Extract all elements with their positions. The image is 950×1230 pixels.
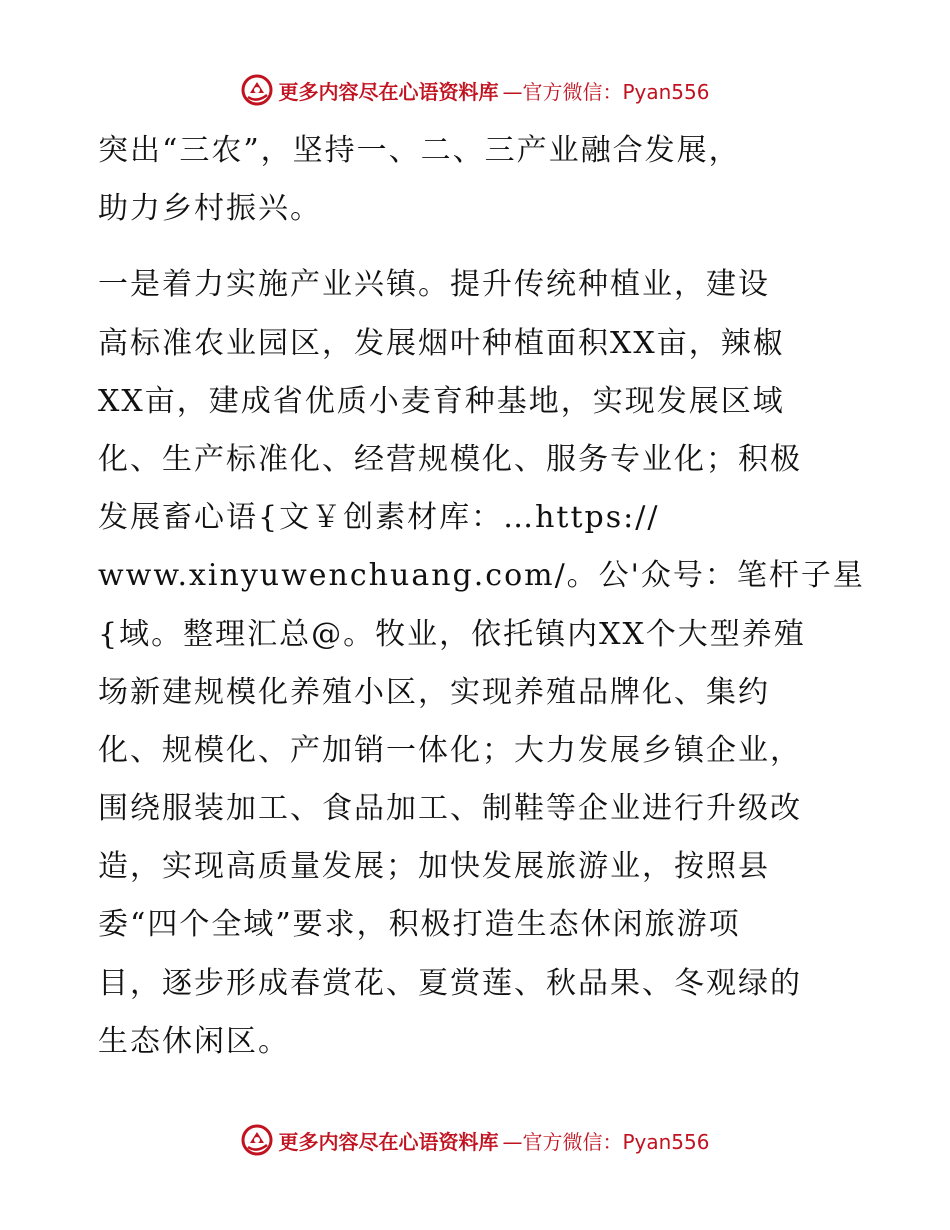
paragraph-line: 发展畜心语{文￥创素材库：…https:// <box>98 500 660 536</box>
paragraph-line: 助力乡村振兴。 <box>98 191 322 227</box>
paragraph-2 <box>98 256 865 1071</box>
paragraph-line: 委“四个全域”要求，积极打造生态休闲旅游项 <box>98 907 741 943</box>
paragraph-line: 一是着力实施产业兴镇。提升传统种植业，建设 <box>98 267 770 303</box>
footer-contact-text: —官方微信：Pyan556 <box>502 1129 710 1154</box>
header-banner <box>0 70 950 110</box>
red-circle-seal-logo-icon <box>240 73 274 107</box>
paragraph-line: {域。整理汇总@。牧业，依托镇内XX个大型养殖 <box>98 616 806 652</box>
paragraph-line: 场新建规模化养殖小区，实现养殖品牌化、集约 <box>98 674 770 710</box>
header-contact-text: —官方微信：Pyan556 <box>502 79 710 104</box>
paragraph-line: 围绕服装加工、食品加工、制鞋等企业进行升级改 <box>98 791 802 827</box>
paragraph-line: 生态休闲区。 <box>98 1023 290 1059</box>
paragraph-line: www.xinyuwenchuang.com/。公'众号：笔杆子星 <box>98 558 865 594</box>
paragraph-line: 化、生产标准化、经营规模化、服务专业化；积极 <box>98 441 802 477</box>
paragraph-line: 化、规模化、产加销一体化；大力发展乡镇企业， <box>98 732 802 768</box>
paragraph-line: 高标准农业园区，发展烟叶种植面积XX亩，辣椒 <box>98 325 785 361</box>
footer-banner <box>0 1120 950 1160</box>
paragraph-line: 突出“三农”，坚持一、二、三产业融合发展， <box>98 133 741 168</box>
document-body <box>98 122 865 1071</box>
paragraph-line: 造，实现高质量发展；加快发展旅游业，按照县 <box>98 849 770 885</box>
footer-brand-text: 更多内容尽在心语资料库 <box>278 1129 499 1154</box>
paragraph-line: XX亩，建成省优质小麦育种基地，实现发展区域 <box>98 383 785 419</box>
paragraph-1 <box>98 122 858 238</box>
paragraph-line: 目，逐步形成春赏花、夏赏莲、秋品果、冬观绿的 <box>98 965 802 1001</box>
red-circle-seal-logo-icon <box>240 1123 274 1157</box>
header-brand-text: 更多内容尽在心语资料库 <box>278 79 499 104</box>
